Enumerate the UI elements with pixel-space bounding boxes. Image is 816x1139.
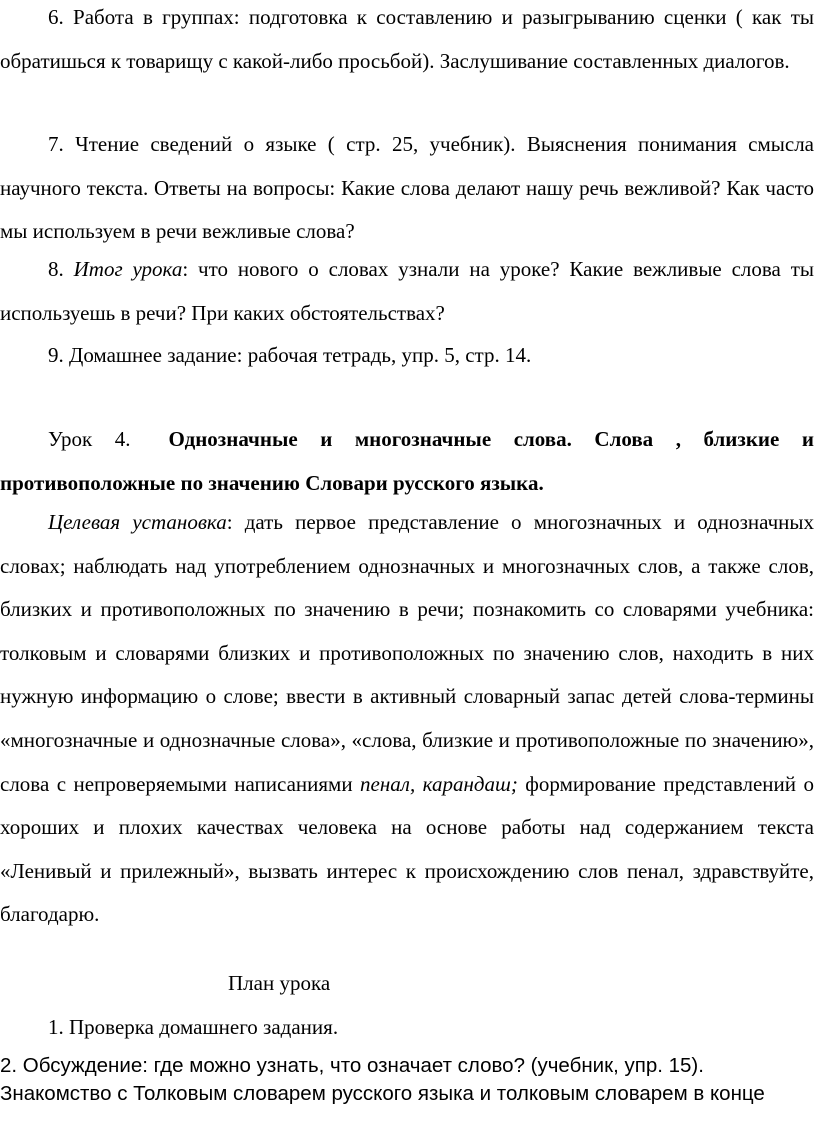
lesson-title: Однозначные и многозначные слова. Слова , близкие и противоположные по значению Словари русского языка. bbox=[0, 427, 814, 495]
goal-text-part-2: формирование представлений о хороших и плохих качествах человека на основе работы над содержанием текста «Ленивый и прилежный», вызвать интерес к происхождению слов пенал, здравствуйте, благодарю. bbox=[0, 771, 814, 927]
plan-item-1: 1. Проверка домашнего задания. bbox=[48, 1015, 339, 1039]
item-8-text: : что нового о словах узнали на уроке? Какие вежливые слова ты используешь в речи? При каких обстоятельствах? bbox=[0, 257, 815, 325]
paragraph-item-9: 9. Домашнее задание: рабочая тетрадь, упр. 5, стр. 14. bbox=[48, 343, 532, 367]
paragraph-item-6: 6. Работа в группах: подготовка к составлению и разыгрыванию сценки ( как ты обратишься к товарищу с какой-либо просьбой). Заслушивание составленных диалогов. bbox=[0, 5, 814, 73]
goal-examples: пенал, карандаш; bbox=[360, 771, 518, 796]
paragraph-item-8 bbox=[0, 248, 814, 335]
item-8-number: 8. bbox=[48, 257, 74, 281]
goal-paragraph bbox=[0, 501, 814, 937]
paragraph-item-7: 7. Чтение сведений о языке ( стр. 25, учебник). Выяснения понимания смысла научного текста. Ответы на вопросы: Какие слова делают нашу речь вежливой? Как часто мы используем в речи вежливые слова? bbox=[0, 132, 814, 244]
lesson-heading bbox=[0, 418, 814, 505]
goal-term: Целевая установка bbox=[48, 510, 227, 534]
lesson-summary-term: Итог урока bbox=[73, 257, 183, 281]
goal-text-part-1: : дать первое представление о многозначных и однозначных словах; наблюдать над употреблением однозначных и многозначных слов, а также слов, близких и противоположных по значению в речи; познакомить со словарями учебника: толковым и словарями близких и противоположных по значению слов, находить в них нужную информацию о слове; ввести в активный словарный запас детей слова-термины «многозначные и однозначные слова», «слова, близкие и противоположные по значению», слова с непроверяемыми написаниями bbox=[0, 510, 814, 796]
lesson-label: Урок 4. bbox=[48, 427, 131, 451]
plan-heading: План урока bbox=[228, 971, 331, 995]
plan-item-2: 2. Обсуждение: где можно узнать, что означает слово? (учебник, упр. 15). Знакомство с Толковым словарем русского языка и толковым словарем в конце bbox=[0, 1054, 765, 1105]
